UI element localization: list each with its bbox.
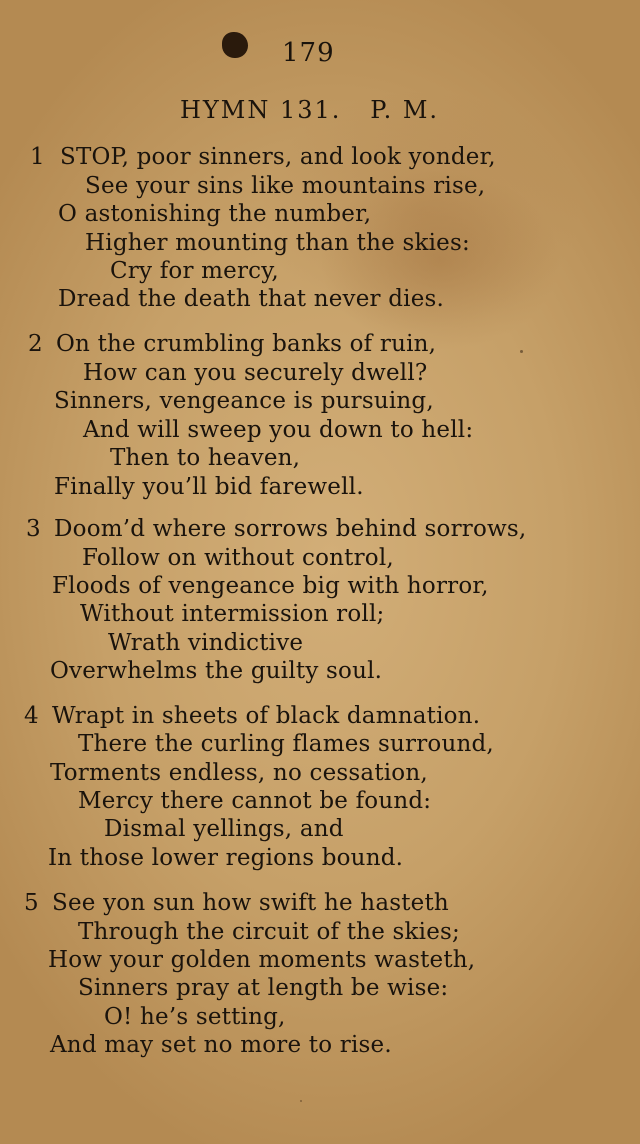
verse-line: Doom’d where sorrows behind sorrows, bbox=[54, 516, 527, 542]
verse-line: Sinners pray at length be wise: bbox=[78, 975, 449, 1001]
verse-line: Dread the death that never dies. bbox=[58, 286, 445, 312]
verse-line: Cry for mercy, bbox=[110, 258, 279, 284]
verse-line: Wrath vindictive bbox=[108, 630, 304, 656]
verse-line: Wrapt in sheets of black damnation. bbox=[52, 703, 481, 729]
ink-speck bbox=[520, 350, 523, 353]
ink-speck bbox=[300, 1100, 302, 1102]
verse-line: Overwhelms the guilty soul. bbox=[50, 658, 383, 684]
verse-line: And may set no more to rise. bbox=[50, 1032, 392, 1058]
verse-line: How your golden moments wasteth, bbox=[48, 947, 476, 973]
verse-line: O! he’s setting, bbox=[104, 1004, 286, 1030]
verse-line: On the crumbling banks of ruin, bbox=[56, 331, 437, 357]
verse-line: STOP, poor sinners, and look yonder, bbox=[60, 144, 496, 170]
verse-line: There the curling flames surround, bbox=[78, 731, 494, 757]
page-number: 179 bbox=[282, 38, 335, 68]
verse-line: Sinners, vengeance is pursuing, bbox=[54, 388, 434, 414]
hymn-title: HYMN 131. P. M. bbox=[180, 96, 440, 124]
verse-line: Mercy there cannot be found: bbox=[78, 788, 432, 814]
verse-line: Through the circuit of the skies; bbox=[78, 919, 460, 945]
verse-line: And will sweep you down to hell: bbox=[83, 417, 474, 443]
verse-number: 2 bbox=[28, 331, 43, 357]
verse-line: See your sins like mountains rise, bbox=[85, 173, 486, 199]
verse-line: Follow on without control, bbox=[82, 545, 394, 571]
verse-line: O astonishing the number, bbox=[58, 201, 372, 227]
verse-number: 1 bbox=[30, 144, 45, 170]
verse-number: 4 bbox=[24, 703, 39, 729]
verse-line: Floods of vengeance big with horror, bbox=[52, 573, 489, 599]
verse-number: 3 bbox=[26, 516, 41, 542]
verse-line: Without intermission roll; bbox=[80, 601, 385, 627]
verse-line: Higher mounting than the skies: bbox=[85, 230, 470, 256]
verse-line: Then to heaven, bbox=[110, 445, 301, 471]
verse-number: 5 bbox=[24, 890, 39, 916]
verse-line: Finally you’ll bid farewell. bbox=[54, 474, 364, 500]
verse-line: See yon sun how swift he hasteth bbox=[52, 890, 449, 916]
verse-line: In those lower regions bound. bbox=[48, 845, 404, 871]
verse-line: Dismal yellings, and bbox=[104, 816, 344, 842]
verse-line: How can you securely dwell? bbox=[83, 360, 428, 386]
ink-blot bbox=[222, 32, 248, 58]
verse-line: Torments endless, no cessation, bbox=[50, 760, 428, 786]
